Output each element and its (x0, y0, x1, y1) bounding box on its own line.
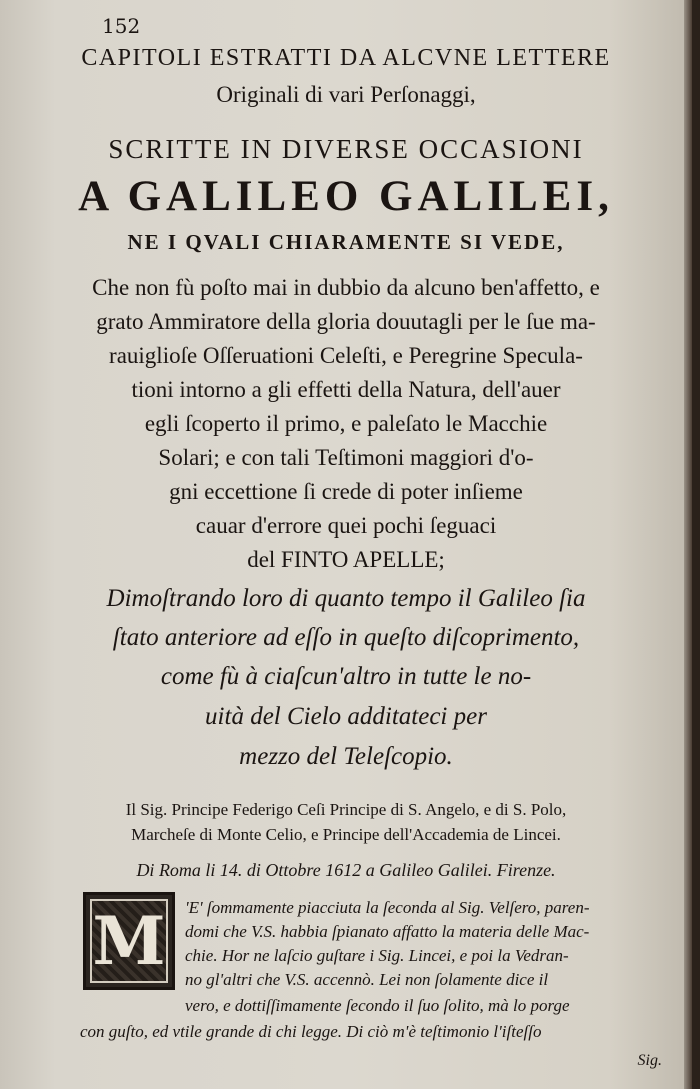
body-line: Che non fù poſto mai in dubbio da alcuno ben'affetto, e (92, 275, 600, 300)
page-number: 152 (102, 14, 141, 38)
body-line: grato Ammiratore della gloria douutagli per le ſue ma- (96, 309, 596, 334)
body-line: rauiglioſe Oſſeruationi Celeſti, e Peregrine Specula- (109, 343, 583, 368)
body-line: tioni intorno a gli effetti della Natura, dell'auer (131, 377, 561, 402)
title-line-5: NE I QVALI CHIARAMENTE SI VEDE, (127, 230, 565, 254)
dateline: Di Roma li 14. di Ottobre 1612 a Galileo Galilei. Firenze. (136, 860, 556, 880)
italic-line: mezzo del Teleſcopio. (239, 743, 453, 770)
letter-line: no gl'altri che V.S. accennò. Lei non ſolamente dice il (185, 970, 549, 989)
body-line: egli ſcoperto il primo, e paleſato le Macchie (144, 411, 548, 436)
italic-line: uità del Cielo additateci per (205, 703, 487, 730)
decorated-initial (83, 892, 175, 990)
catchword: Sig. (637, 1052, 662, 1069)
body-line: del FINTO APELLE; (247, 547, 445, 572)
letter-line: chie. Hor ne laſcio guſtare i Sig. Lincei, e poi la Vedran- (185, 946, 569, 965)
body-line: cauar d'errore quei pochi ſeguaci (195, 513, 497, 538)
title-line-2: Originali di vari Perſonaggi, (216, 82, 476, 107)
body-line: Solari; e con tali Teſtimoni maggiori d'o- (158, 445, 534, 470)
body-line: gni eccettione ſi crede di poter inſieme (169, 479, 523, 504)
letter-line: domi che V.S. habbia ſpianato affatto la materia delle Mac- (185, 922, 590, 941)
italic-line: Dimoſtrando loro di quanto tempo il Galileo ſia (106, 585, 586, 612)
author-line: Marcheſe di Monte Celio, e Principe dell'Accademia de Lincei. (131, 825, 561, 844)
initial-frame (90, 899, 168, 983)
author-line: Il Sig. Principe Federigo Ceſi Principe di S. Angelo, e di S. Polo, (125, 800, 567, 819)
letter-line: vero, e dottiſſimamente ſecondo il ſuo ſolito, mà lo porge (185, 996, 570, 1015)
title-galileo: A GALILEO GALILEI, (78, 173, 614, 220)
initial-letter: M (92, 902, 166, 980)
title-line-1: CAPITOLI ESTRATTI DA ALCVNE LETTERE (81, 45, 611, 71)
letter-line: con guſto, ed vtile grande di chi legge. Di ciò m'è teſtimonio l'iſteſſo (80, 1022, 542, 1041)
title-line-3: SCRITTE IN DIVERSE OCCASIONI (108, 134, 584, 164)
italic-line: come fù à ciaſcun'altro in tutte le no- (160, 663, 532, 690)
letter-line: 'E' ſommamente piacciuta la ſeconda al Sig. Velſero, paren- (185, 898, 590, 917)
italic-line: ſtato anteriore ad eſſo in queſto diſcoprimento, (112, 624, 580, 651)
